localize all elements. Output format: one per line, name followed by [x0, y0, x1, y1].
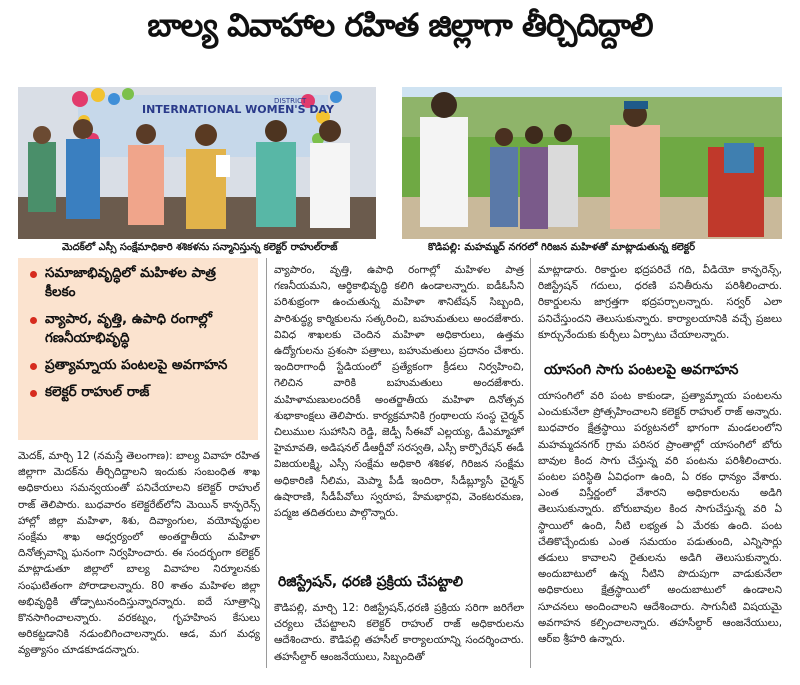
article-paragraph: మెదక్, మార్చి 12 (నమస్తే తెలంగాణ): బాల్య వివాహ రహిత జిల్లాగా మెదక్‌ను తీర్చిదిద్దాలని ఇందుకు సంబంధిత శాఖ అధికారులు సమన్వయంతో పనిచేయాలని కలెక్టర్ రాహుల్ రాజ్ తెలిపారు. బుధవారం కలెక్టరేట్‌లోని మెయిన్ కాన్ఫరెన్స్ హాల్లో జిల్లా మహిళా, శిశు, దివ్యాంగుల, వయోవృద్ధుల సంక్షేమ శాఖ ఆధ్వర్యంలో అంతర్జాతీయ మహిళా దినోత్సవాన్ని ఘనంగా నిర్వహించారు. ఈ సందర్భంగా కలెక్టర్ మాట్లాడుతూ జిల్లాలో బాల్య వివాహల నిర్మూలనకు సంఘటితంగా పోరాడాలన్నారు. 80 శాతం మహిళల జిల్లా అభివృద్ధికి తోడ్పాటునందిస్తున్నారన్నారు. ఐదే సూత్రాన్ని కొనసాగించాలన్నారు. వరకట్నం, గృహహింస కేసులు అరికట్టడానికి నడుంబిగించాలన్నారు. ఆడ, మగ మధ్య వ్యత్యాసం చూడకూడదన్నారు.: [18, 450, 260, 657]
article-column-2-top: [274, 262, 524, 570]
column-divider: [530, 258, 531, 668]
article-paragraph: మాట్లాడారు. రికార్డుల భద్రపరిచే గది, వీడియో కాన్ఫరెన్స్, రిజిస్ట్రేషన్ గదులు, ధరణి పనితీరును పరిశీలించారు. రికార్డులను జాగ్రత్తగా భద్రపర్చాలన్నారు. సర్వర్ ఎలా పనిచేస్తుందని తెలుసుకున్నారు. కార్యాలయానికి వచ్చే ప్రజలు కూర్చునేందుకు కుర్చీలు ఏర్పాటు చేయాలన్నారు.: [538, 264, 782, 341]
photo-field-visit: [402, 87, 782, 239]
bullet-icon: [30, 363, 37, 370]
photo-caption-right: కొడిపల్లి: మహమ్మద్ నగరలో గిరిజన మహిళతో మాట్లాడుతున్న కలెక్టర్: [428, 242, 696, 253]
column-divider: [266, 258, 267, 668]
banner-title: INTERNATIONAL WOMEN'S DAY: [142, 103, 334, 116]
photo-womens-day-event: [18, 87, 376, 239]
womens-day-illustration: [18, 87, 376, 239]
highlight-item: [18, 258, 258, 304]
article-column-2-bottom: [274, 600, 524, 670]
bullet-icon: [30, 271, 37, 278]
highlights-box: [18, 258, 258, 440]
headline: బాల్య వివాహాల రహిత జిల్లాగా తీర్చిదిద్దాలి: [147, 6, 653, 44]
subheading-yasangi: యాసంగి సాగు పంటలపై అవగాహన: [544, 362, 739, 378]
article-column-3-top: [538, 262, 782, 354]
banner-subtitle: DISTRICT: [274, 97, 307, 105]
article-paragraph: యాసంగిలో వరి పంట కాకుండా, ప్రత్యామ్నాయ పంటలను ఎంచుకునేలా ప్రోత్సహించాలని కలెక్టర్ రాహుల్ రాజ్ అన్నారు. బుధవారం క్షేత్రస్థాయి పర్యటనలో భాగంగా మండలంలోని మహమ్మదనగర్ గ్రామ పరిసర ప్రాంతాల్లో యాసంగిలో బోరు బావుల కింద సాగు చేస్తున్న వరి పంటను పరిశీలించారు. పంటల పరిస్థితి ఏవిధంగా ఉంది, ఏ రకం ధాన్యం వేశారు. ఎంత విస్తీర్ణంలో వేశారని అధికారులను అడిగి తెలుసుకున్నారు. బోరుబావుల కింద సాగుచేస్తున్న వరి ఏ స్థాయిలో ఉంది, నీటి లభ్యత ఏ మేరకు ఉంది. పంట చేతికొచ్చేందుకు ఎంత సమయం పడుతుంది, ఎన్నిసార్లు తడులు కావాలని రైతులను అడిగి తెలుసుకున్నారు. అందుబాటులో ఉన్న నీటిని పొదుపుగా వాడుకునేలా అధికారులు క్షేత్రస్థాయిలో అందుబాటులో ఉండాలని సూచనలు అందించాలని ఆదేశించారు. సాగునీటి విషయమై అవగాహన కల్పించాలన్నారు. తహసీల్దార్ ఆంజనేయులు, ఆర్ఐ శ్రీహరి ఉన్నారు.: [538, 390, 782, 646]
article-column-3-bottom: [538, 388, 782, 670]
highlight-text: ప్రత్యామ్నాయ పంటలపై అవగాహన: [45, 357, 228, 373]
bullet-icon: [30, 390, 37, 397]
field-visit-illustration: [402, 87, 782, 239]
highlight-text: సమాజాభివృద్ధిలో మహిళల పాత్ర కీలకం: [45, 265, 216, 300]
highlight-text: వ్యాపార, వృత్తి, ఉపాధి రంగాల్లో గణనీయాభివృద్ధి: [45, 311, 212, 346]
highlight-text: కలెక్టర్ రాహుల్ రాజ్: [45, 384, 150, 400]
subheading-registration: రిజిస్ట్రేషన్, ధరణి ప్రక్రియ చేపట్టాలి: [278, 574, 463, 590]
article-paragraph: కౌడిపల్లి, మార్చి 12: రిజిస్ట్రేషన్,ధరణి ప్రక్రియ సరిగా జరిగేలా చర్యలు చేపట్టాలని కలెక్టర్ రాహుల్ రాజ్ అధికారులను ఆదేశించారు. కౌడిపల్లి తహసీల్ కార్యాలయాన్ని సందర్శించారు. తహసీల్దార్ ఆంజనేయులు, సిబ్బందితో: [274, 602, 524, 663]
article-paragraph: వ్యాపారం, వృత్తి, ఉపాధి రంగాల్లో మహిళల పాత్ర గణనీయమని, ఆర్థికాభివృద్ధి కలిగి ఉండాలన్నారు. ఐడీఓసీని పరిశుభ్రంగా ఉంచుతున్న మహిళా శానిటేషన్ సిబ్బంది, పారిశుద్ధ్య కార్మికులను సత్కరించి, బహుమతులు అందజేశారు. వివిధ శాఖలకు చెందిన మహిళా అధికారులు, ఉత్తమ ఉద్యోగులను ప్రశంసా పత్రాలు, బహుమతులు ప్రదానం చేశారు. ఇందిరాగాంధీ స్టేడియంలో ప్రత్యేకంగా క్రీడలు నిర్వహించి, గెలిచిన వారికి బహుమతులు అందజేశారు. మహిళామణులందరికీ అంతర్జాతీయ మహిళా దినోత్సవ శుభాకాంక్షలు తెలిపారు. కార్యక్రమానికి గ్రంథాలయ సంస్థ చైర్మన్ చిలుముల సుహాసిని రెడ్డి, జెడ్పీ సీఈవో ఎల్లయ్య, డీఎమ్మాహో హైమావతి, అడిషనల్ డీఆర్డీవో సరస్వతి, ఎస్సీ కార్పొరేషన్ ఈడీ విజయలక్ష్మి, ఎస్సీ సంక్షేమ అధికారి శశికళ, గిరిజన సంక్షేమ అధికారిణి నీలిమ, మెప్మా పీడీ ఇందిరా, సీడీబ్ల్యూసీ చైర్మన్ ఉషారాణి, సీడీపీవోలు స్వరూప, హేమభార్గవి, వెంకటరమణ, పద్మజ తదితరులు పాల్గొన్నారు.: [274, 264, 524, 520]
highlight-item: [18, 377, 258, 404]
bullet-icon: [30, 317, 37, 324]
photo-caption-left: మెదక్‌లో ఎస్సీ సంక్షేమాధికారి శశికళను సన్మానిస్తున్న కలెక్టర్ రాహుల్‌రాజ్: [62, 242, 338, 253]
highlight-item: [18, 350, 258, 377]
highlight-item: [18, 304, 258, 350]
article-column-1: [18, 448, 260, 670]
